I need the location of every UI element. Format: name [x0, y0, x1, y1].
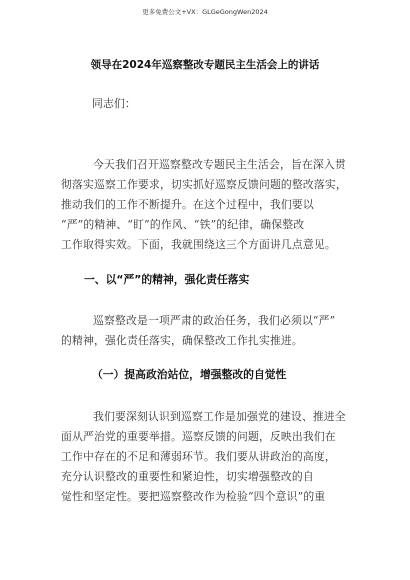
- paragraph-line: 巡察整改是一项严肃的政治任务，我们必须以“严”: [93, 314, 336, 327]
- section-heading: 一、以“严”的精神，强化责任落实: [84, 273, 250, 286]
- paragraph-line: 的精神，强化责任落实，确保整改工作扎实推进。: [61, 334, 303, 347]
- paragraph-line: 我们要深刻认识到巡察工作是加强党的建设、推进全: [93, 410, 346, 423]
- paragraph-line: 充分认识整改的重要性和紧迫性，切实增强整改的自: [61, 470, 314, 483]
- paragraph-line: 工作取得实效。下面，我就围绕这三个方面讲几点意见。: [61, 238, 336, 251]
- paragraph-line: 今天我们召开巡察整改专题民主生活会，旨在深入贯: [93, 158, 346, 171]
- document-title: 领导在2024年巡察整改专题民主生活会上的讲话: [90, 59, 320, 71]
- header-note: 更多免费公文+VX：GLGeGongWen2024: [142, 8, 268, 16]
- paragraph-line: “严”的精神、“盯”的作风、“铁”的纪律，确保整改: [61, 218, 305, 231]
- paragraph-line: 面从严治党的重要举措。巡察反馈的问题，反映出我们在: [61, 430, 336, 443]
- paragraph-line: 彻落实巡察工作要求，切实抓好巡察反馈问题的整改落实，: [61, 178, 347, 191]
- paragraph-line: 推动我们的工作不断提升。在这个过程中，我们要以: [61, 198, 314, 211]
- subsection-heading: （一）提高政治站位，增强整改的自觉性: [92, 368, 287, 381]
- paragraph-line: 工作中存在的不足和薄弱环节。我们要从讲政治的高度，: [61, 450, 336, 463]
- salutation: 同志们：: [92, 97, 136, 110]
- paragraph-line: 觉性和坚定性。要把巡察整改作为检验“四个意识”的重: [61, 490, 326, 503]
